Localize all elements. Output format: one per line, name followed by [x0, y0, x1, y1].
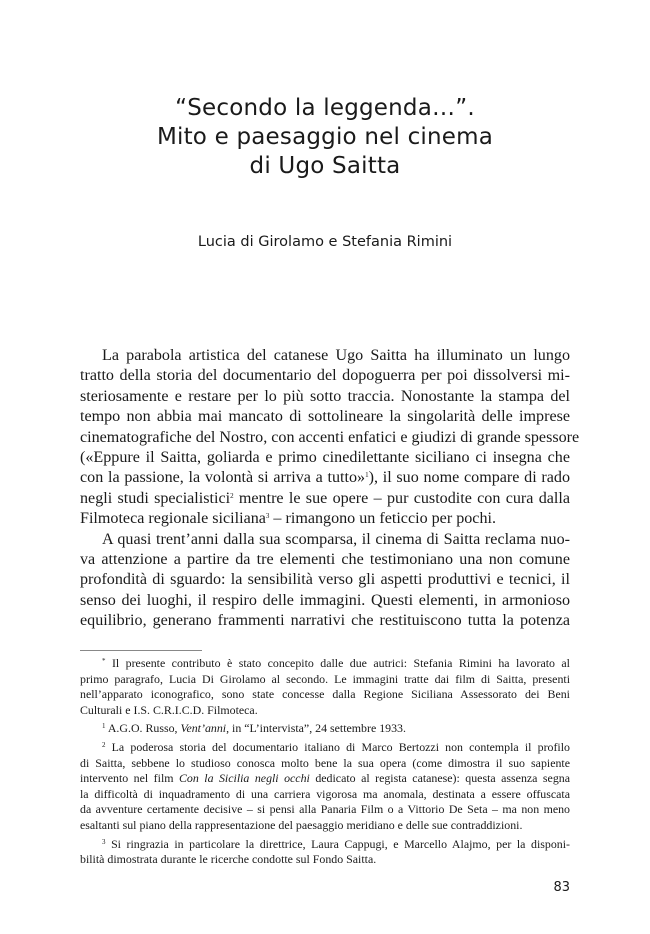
- footnote-2: [80, 740, 570, 834]
- footnote-line: Culturali e I.S. C.R.I.C.D. Filmoteca.: [80, 702, 258, 717]
- footnote-text: dedicato al regista catanese): questa assenza segna: [309, 771, 570, 786]
- body-line: [80, 468, 570, 488]
- footnote-text: intervento nel film: [80, 771, 179, 786]
- footnote-ref-2[interactable]: 2: [230, 491, 234, 500]
- body-text-span: – rimangono un feticcio per pochi.: [269, 510, 496, 528]
- footnote-line: [80, 656, 570, 672]
- footnote-ref-3[interactable]: 3: [265, 512, 270, 521]
- title-line-2: Mito e paesaggio nel cinema: [156, 124, 494, 150]
- footnote-1: [80, 721, 570, 737]
- chapter-title: [80, 94, 570, 181]
- footnote-ref-1[interactable]: 1: [365, 471, 369, 480]
- footnote-italic-title: Vent’anni: [180, 721, 227, 736]
- body-line: profondità di sguardo: la sensibilità verso gli aspetti produttivi e tecnici, il: [80, 571, 570, 589]
- footnote-line: [80, 740, 570, 756]
- body-line: va attenzione a partire da tre elementi che testimoniano una non comune: [80, 550, 570, 568]
- chapter-authors: Lucia di Girolamo e Stefania Rimini: [197, 234, 453, 250]
- body-line: La parabola artistica del catanese Ugo Saitta ha illuminato un lungo: [102, 347, 570, 364]
- footnote-mark: *: [102, 657, 106, 665]
- footnote-line: bilità dimostrata durante le ricerche condotte sul Fondo Saitta.: [80, 852, 377, 867]
- footnotes: [80, 656, 570, 871]
- footnote-line: [80, 771, 570, 787]
- paragraph-2: [80, 530, 570, 632]
- body-line: («Eppure il Saitta, goliarda e primo cinedilettante siciliano ci insegna che: [80, 448, 570, 466]
- footnote-3: [80, 837, 570, 868]
- footnote-line: [80, 721, 570, 737]
- footnote-text: Si ringrazia in particolare la direttrice, Laura Cappugi, e Marcello Alajmo, per la disponi-: [111, 836, 570, 851]
- body-text: [80, 346, 580, 631]
- footnote-italic-title: Con la Sicilia negli occhi: [178, 771, 310, 786]
- body-line: equilibrio, generano frammenti narrativi che restituiscono tutta la potenza: [80, 612, 570, 630]
- footnote-line: da avventure certamente decisive – si pensi alla Panaria Film o a Vittorio De Seta – ma non meno: [80, 802, 570, 817]
- body-line: senso dei luoghi, il respiro delle immagini. Questi elementi, in armonioso: [80, 591, 570, 609]
- body-text-span: negli studi specialistici: [80, 489, 231, 507]
- body-line: [80, 509, 570, 529]
- body-line: A quasi trent’anni dalla sua scomparsa, il cinema di Saitta reclama nuo-: [102, 530, 570, 548]
- footnote-mark: 1: [102, 722, 106, 731]
- footnote-line: di Saitta, sebbene lo studioso conosca molto bene la sua opera (come dimostra il suo sapiente: [80, 755, 570, 770]
- footnote-line: la difficoltà di inquadramento di una carriera vigorosa ma anomala, destinata a essere offuscata: [80, 786, 570, 801]
- body-text-span: ), il suo nome compare di rado: [368, 469, 570, 487]
- footnote-line: nell’apparato iconografico, sono state concesse dalla Regione Siciliana Assessorato dei Beni: [80, 687, 570, 702]
- body-text-span: mentre le sue opere – pur custodite con cura dalla: [233, 489, 570, 507]
- footnote-line: esaltanti sul piano della rappresentazione del paesaggio meridiano e delle sue contraddizioni.: [80, 817, 523, 832]
- body-line: tratto della storia del documentario del dopoguerra per poi dissolversi mi-: [80, 367, 570, 385]
- footnote-text: La poderosa storia del documentario italiano di Marco Bertozzi non contempla il profilo: [111, 739, 570, 754]
- title-line-1: “Secondo la leggenda…”.: [175, 95, 475, 121]
- footnote-divider: [80, 650, 202, 651]
- footnote-star: [80, 656, 570, 718]
- footnote-text: Il presente contributo è stato concepito dalle due autrici: Stefania Rimini ha lavorato al: [111, 656, 570, 670]
- body-line: steriosamente e restare per lo più sotto traccia. Nonostante la stampa del: [80, 387, 570, 405]
- body-text-span: Filmoteca regionale siciliana: [80, 510, 266, 528]
- body-line: cinematografiche del Nostro, con accenti enfatici e giudizi di grande spessore: [80, 428, 580, 446]
- footnote-text: A.G.O. Russo,: [107, 721, 181, 736]
- body-line: tempo non abbia mai mancato di sottolineare la singolarità delle imprese: [80, 408, 570, 426]
- paragraph-1: [80, 346, 580, 530]
- footnote-line: primo paragrafo, Lucia Di Girolamo al secondo. Le immagini tratte dai film di Saitta, presenti: [80, 671, 570, 686]
- footnote-text: , in “L’intervista”, 24 settembre 1933.: [226, 721, 406, 736]
- footnote-line: [80, 837, 570, 853]
- body-text-span: con la passione, la volontà si arriva a tutto»: [80, 469, 366, 487]
- body-line: [80, 489, 570, 509]
- page-number: 83: [553, 880, 570, 895]
- footnote-mark: 3: [102, 837, 106, 846]
- footnote-mark: 2: [102, 740, 106, 749]
- title-line-3: di Ugo Saitta: [249, 153, 401, 179]
